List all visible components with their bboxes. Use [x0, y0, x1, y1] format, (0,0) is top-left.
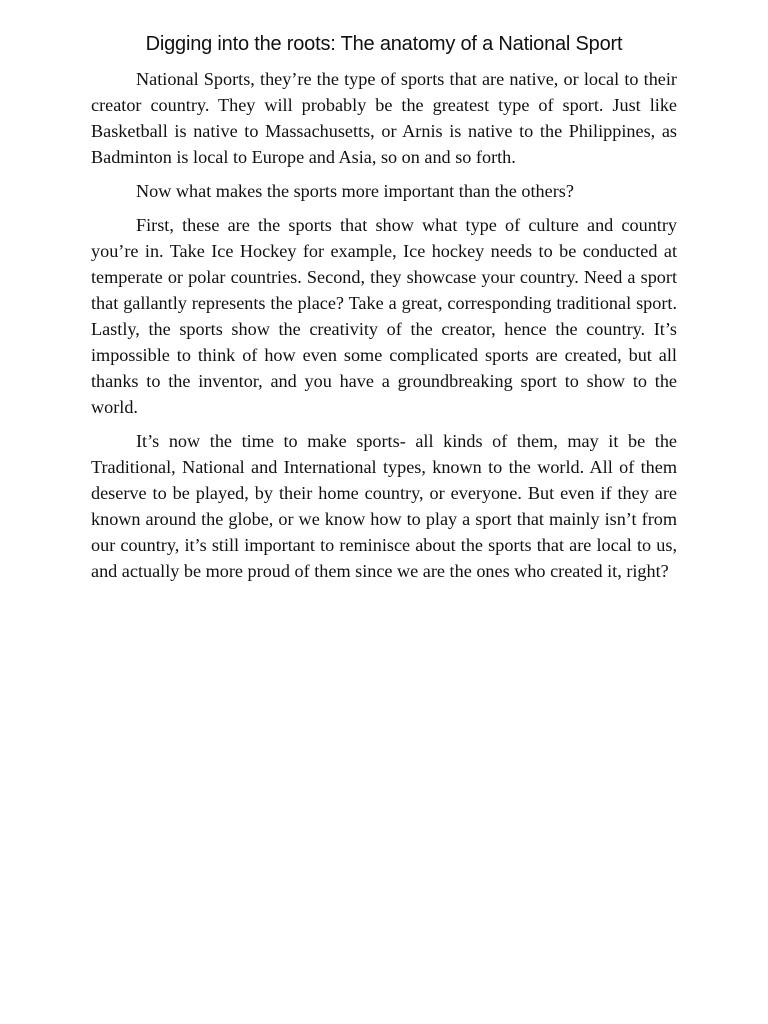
- document-title: Digging into the roots: The anatomy of a National Sport: [145, 33, 623, 55]
- document-page: [91, 30, 677, 592]
- paragraph-3: First, these are the sports that show what type of culture and country you’re in. Take Ice Hockey for example, Ice hockey needs to be conducted at temperate or polar countries. Second, they showcase your country. Need a sport that gallantly represents the place? Take a great, corresponding traditional sport. Lastly, the sports show the creativity of the creator, hence the country. It’s impossible to think of how even some complicated sports are created, but all thanks to the inventor, and you have a groundbreaking sport to show to the world.: [91, 215, 677, 417]
- paragraph-2: Now what makes the sports more important than the others?: [136, 181, 574, 201]
- paragraph-1: National Sports, they’re the type of sports that are native, or local to their creator country. They will probably be the greatest type of sport. Just like Basketball is native to Massachusetts, or Arnis is native to the Philippines, as Badminton is local to Europe and Asia, so on and so forth.: [91, 69, 677, 167]
- paragraph-4: It’s now the time to make sports- all kinds of them, may it be the Traditional, National and International types, known to the world. All of them deserve to be played, by their home country, or everyone. But even if they are known around the globe, or we know how to play a sport that mainly isn’t from our country, it’s still important to reminisce about the sports that are local to us, and actually be more proud of them since we are the ones who created it, right?: [91, 431, 677, 581]
